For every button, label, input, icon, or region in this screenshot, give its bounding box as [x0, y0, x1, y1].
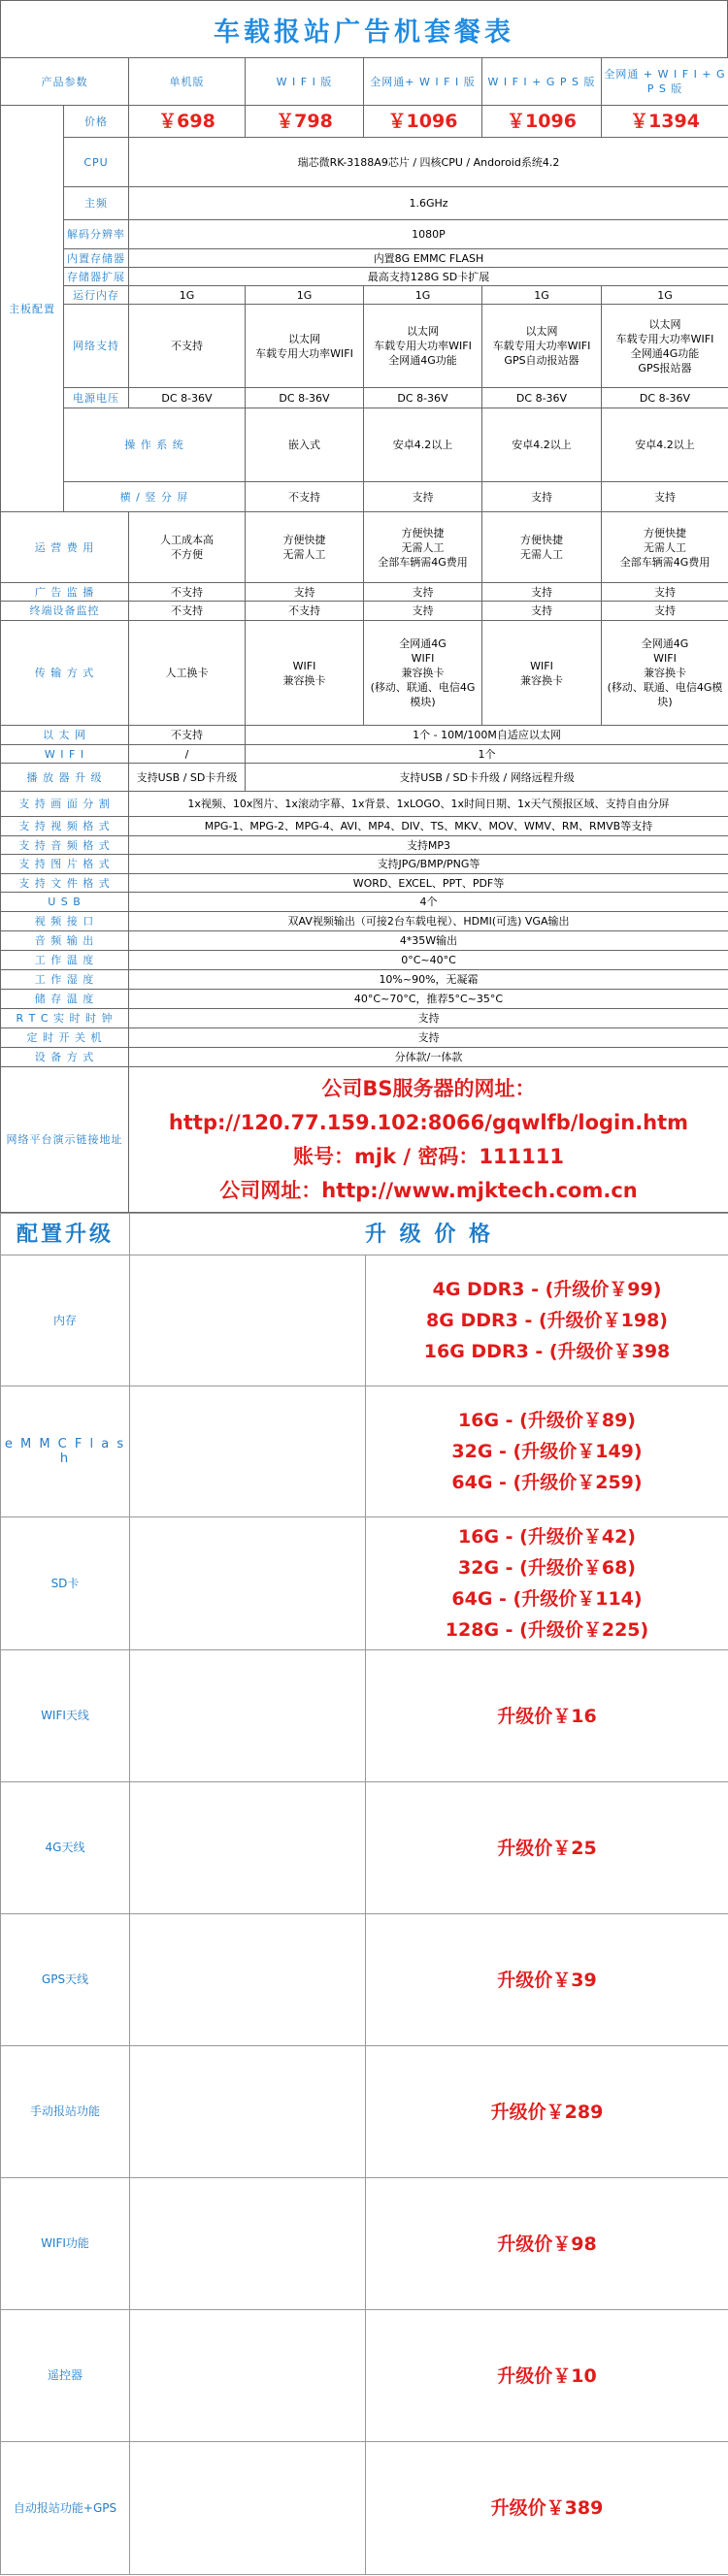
cell-line: 无需人工	[401, 540, 445, 554]
spec-value: 4个	[129, 893, 728, 912]
network-cell	[364, 305, 482, 388]
row-label: 内置存储器	[64, 249, 129, 268]
upgrade-row	[1, 1255, 728, 1386]
ad-monitor-row	[1, 583, 728, 602]
power-cell: DC 8-36V	[246, 388, 364, 408]
cpu-value: 瑞芯微RK-3188A9芯片 / 四核CPU / Andoroid系统4.2	[129, 138, 728, 187]
row-label: 音 频 输 出	[1, 931, 129, 951]
upgrade-price: 升级价￥39	[366, 1914, 728, 2046]
row-label: 视 频 接 口	[1, 912, 129, 931]
transfer-cell	[602, 621, 728, 726]
spec-value: MPG-1、MPG-2、MPG-4、AVI、MP4、DIV、TS、MKV、MOV、WMV、RM、RMVB等支持	[129, 817, 728, 836]
cell-line: 全部车辆需4G费用	[378, 555, 468, 569]
header-4g-wifi: 全网通+ W I F I 版	[364, 58, 482, 106]
expansion-value: 最高支持128G SD卡扩展	[129, 268, 728, 286]
freq-value: 1.6GHz	[129, 187, 728, 220]
cell-line: 全网通4G功能	[388, 354, 457, 367]
power-cell: DC 8-36V	[482, 388, 602, 408]
row-label: 电源电压	[64, 388, 129, 408]
os-row	[1, 408, 728, 482]
resolution-row	[1, 220, 728, 249]
cell-line: 车载专用大功率WIFI	[492, 340, 591, 352]
resolution-value: 1080P	[129, 220, 728, 249]
ad-monitor-cell: 支持	[364, 583, 482, 602]
upgrade-blank	[130, 1914, 366, 2046]
ram-cell: 1G	[246, 286, 364, 305]
transfer-cell	[246, 621, 364, 726]
spec-value: 双AV视频输出（可接2台车载电视）、HDMI(可选) VGA输出	[129, 912, 728, 931]
ad-monitor-cell: 支持	[602, 583, 728, 602]
demo-row	[1, 1067, 728, 1213]
cell-line: 车载专用大功率WIFI	[255, 346, 353, 360]
orientation-cell: 支持	[602, 482, 728, 512]
upgrade-row	[1, 1914, 728, 2046]
row-label: 操 作 系 统	[64, 408, 246, 482]
row-label: 支 持 图 片 格 式	[1, 855, 129, 874]
terminal-monitor-row	[1, 602, 728, 621]
upgrade-method-row	[1, 764, 728, 792]
spec-table	[0, 57, 728, 1213]
upgrade-price: 升级价￥389	[366, 2442, 728, 2575]
cell-line: WIFI	[530, 659, 553, 672]
header-standalone: 单机版	[129, 58, 246, 106]
ops-cost-cell	[246, 512, 364, 583]
cell-line: 兼容换卡	[644, 667, 686, 679]
price-line: 64G - (升级价￥114)	[451, 1588, 643, 1610]
ram-row	[1, 286, 728, 305]
terminal-monitor-cell: 支持	[482, 602, 602, 621]
cell-line: 方便快捷	[401, 526, 445, 539]
row-label: CPU	[64, 138, 129, 187]
upgrade-blank	[130, 2046, 366, 2178]
demo-label: 网络平台演示链接地址	[1, 1067, 129, 1213]
price-line: 64G - (升级价￥259)	[451, 1472, 643, 1493]
spec-value: 10%~90%，无凝霜	[129, 970, 728, 990]
cell-line: WIFI	[292, 659, 316, 672]
ops-cost-cell	[602, 512, 728, 583]
os-cell: 安卓4.2以上	[602, 408, 728, 482]
upgrade-method-cell: 支持USB / SD卡升级 / 网络远程升级	[246, 764, 728, 792]
expansion-row	[1, 268, 728, 286]
cell-line: 兼容换卡	[401, 667, 445, 679]
row-label: 网络支持	[64, 305, 129, 388]
power-row	[1, 388, 728, 408]
ram-cell: 1G	[602, 286, 728, 305]
upgrade-header-row	[1, 1214, 728, 1255]
network-cell	[482, 305, 602, 388]
price-row	[1, 106, 728, 138]
spec-row	[1, 1028, 728, 1048]
price-cell: ￥698	[129, 106, 246, 138]
cell-line: 全网通4G功能	[630, 346, 700, 360]
spec-value: WORD、EXCEL、PPT、PDF等	[129, 874, 728, 893]
row-label: 运行内存	[64, 286, 129, 305]
row-label: 价格	[64, 106, 129, 138]
spec-row	[1, 874, 728, 893]
orientation-cell: 不支持	[246, 482, 364, 512]
row-label: 工 作 湿 度	[1, 970, 129, 990]
spec-value: 0°C~40°C	[129, 951, 728, 970]
price-line: 16G DDR3 - (升级价￥398	[423, 1341, 671, 1362]
price-line: 16G - (升级价￥89)	[458, 1410, 636, 1431]
upgrade-price: 升级价￥98	[366, 2178, 728, 2310]
row-label: 以 太 网	[1, 726, 129, 745]
wifi-cell: 1个	[246, 745, 728, 764]
wifi-row	[1, 745, 728, 764]
ram-cell: 1G	[482, 286, 602, 305]
cpu-row	[1, 138, 728, 187]
cell-line: 不支持	[171, 340, 203, 352]
upgrade-label: 自动报站功能+GPS	[1, 2442, 130, 2575]
cell-line: 方便快捷	[520, 534, 563, 546]
header-wifi: W I F I 版	[246, 58, 364, 106]
row-label: 定 时 开 关 机	[1, 1028, 129, 1048]
cell-line: 兼容换卡	[282, 673, 326, 687]
network-row	[1, 305, 728, 388]
row-label: U S B	[1, 893, 129, 912]
cell-line: 不方便	[171, 548, 203, 561]
demo-links	[129, 1067, 728, 1213]
cell-line: 以太网	[407, 325, 439, 338]
os-cell: 安卓4.2以上	[482, 408, 602, 482]
ethernet-row	[1, 726, 728, 745]
header-param: 产品参数	[1, 58, 129, 106]
upgrade-label: 遥控器	[1, 2310, 130, 2442]
upgrade-row	[1, 2310, 728, 2442]
row-label: 运 营 费 用	[1, 512, 129, 583]
spec-row	[1, 931, 728, 951]
orientation-cell: 支持	[482, 482, 602, 512]
ops-cost-cell	[364, 512, 482, 583]
row-label: 支 持 文 件 格 式	[1, 874, 129, 893]
upgrade-label: WIFI天线	[1, 1650, 130, 1782]
cell-line: 方便快捷	[282, 534, 326, 546]
cell-line: 兼容换卡	[520, 673, 563, 687]
cell-line: 车载专用大功率WIFI	[615, 332, 714, 345]
ad-monitor-cell: 不支持	[129, 583, 246, 602]
upgrade-blank	[130, 2442, 366, 2575]
account-credentials: 账号：mjk / 密码：111111	[292, 1144, 564, 1168]
transfer-cell	[364, 621, 482, 726]
upgrade-row	[1, 1517, 728, 1650]
spec-row	[1, 1048, 728, 1067]
spec-row	[1, 990, 728, 1009]
price-line: 128G - (升级价￥225)	[445, 1619, 649, 1641]
upgrade-row	[1, 1650, 728, 1782]
server-url-heading: 公司BS服务器的网址：	[321, 1076, 536, 1100]
transfer-cell	[129, 621, 246, 726]
upgrade-row	[1, 2442, 728, 2575]
cell-line: (移动、联通、电信4G模块)	[370, 681, 476, 708]
terminal-monitor-cell: 支持	[364, 602, 482, 621]
cell-line: WIFI	[653, 652, 677, 665]
upgrade-label: 内存	[1, 1255, 130, 1386]
spec-row	[1, 1009, 728, 1028]
row-label: 播 放 器 升 级	[1, 764, 129, 792]
row-label: 支 持 音 频 格 式	[1, 836, 129, 855]
row-label: W I F I	[1, 745, 129, 764]
row-label: 横 / 竖 分 屏	[64, 482, 246, 512]
row-label: 储 存 温 度	[1, 990, 129, 1009]
row-label: 支 持 画 面 分 割	[1, 792, 129, 817]
upgrade-blank	[130, 2310, 366, 2442]
company-website-link[interactable]: 公司网址：http://www.mjktech.com.cn	[219, 1178, 638, 1202]
terminal-monitor-cell: 支持	[602, 602, 728, 621]
upgrade-row	[1, 1386, 728, 1517]
upgrade-row	[1, 1782, 728, 1914]
price-cell: ￥1096	[364, 106, 482, 138]
spec-row	[1, 951, 728, 970]
terminal-monitor-cell: 不支持	[246, 602, 364, 621]
row-label: 设 备 方 式	[1, 1048, 129, 1067]
price-line: 8G DDR3 - (升级价￥198)	[426, 1310, 668, 1331]
upgrade-blank	[130, 2178, 366, 2310]
network-cell	[602, 305, 728, 388]
cell-line: WIFI	[411, 652, 435, 665]
storage-value: 内置8G EMMC FLASH	[129, 249, 728, 268]
spec-value: 1x视频、10x图片、1x滚动字幕、1x背景、1xLOGO、1x时间日期、1x天气预报区域、支持自由分屏	[129, 792, 728, 817]
page-title: 车载报站广告机套餐表	[0, 0, 728, 57]
freq-row	[1, 187, 728, 220]
cell-line: 人工换卡	[165, 667, 209, 679]
cell-line: 以太网	[648, 317, 681, 331]
upgrade-blank	[130, 1517, 366, 1650]
cell-line: 以太网	[525, 325, 558, 338]
ops-cost-cell	[482, 512, 602, 583]
row-label: 主频	[64, 187, 129, 220]
spec-value: 4*35W输出	[129, 931, 728, 951]
terminal-monitor-cell: 不支持	[129, 602, 246, 621]
network-cell	[129, 305, 246, 388]
price-cell: ￥1394	[602, 106, 728, 138]
server-url-link[interactable]: http://120.77.159.102:8066/gqwlfb/login.htm	[168, 1110, 689, 1134]
power-cell: DC 8-36V	[364, 388, 482, 408]
spec-row	[1, 970, 728, 990]
upgrade-header-left: 配置升级	[1, 1214, 130, 1255]
cell-line: 无需人工	[644, 540, 686, 554]
upgrade-label: GPS天线	[1, 1914, 130, 2046]
cell-line: 方便快捷	[644, 526, 686, 539]
wifi-cell: /	[129, 745, 246, 764]
cell-line: (移动、联通、电信4G模块)	[607, 681, 723, 708]
orientation-cell: 支持	[364, 482, 482, 512]
ethernet-cell: 不支持	[129, 726, 246, 745]
header-wifi-gps: W I F I + G P S 版	[482, 58, 602, 106]
spec-row	[1, 893, 728, 912]
ethernet-cell: 1个 - 10M/100M自适应以太网	[246, 726, 728, 745]
transfer-cell	[482, 621, 602, 726]
spec-value: 40°C~70°C，推荐5°C~35°C	[129, 990, 728, 1009]
upgrade-blank	[130, 1255, 366, 1386]
upgrade-label: SD卡	[1, 1517, 130, 1650]
cell-line: GPS自动报站器	[504, 354, 579, 367]
upgrade-price: 升级价￥16	[366, 1650, 728, 1782]
cell-line: 全网通4G	[399, 637, 447, 650]
upgrade-price: 升级价￥25	[366, 1782, 728, 1914]
storage-row	[1, 249, 728, 268]
price-line: 32G - (升级价￥68)	[458, 1557, 636, 1579]
ram-cell: 1G	[364, 286, 482, 305]
spec-value: 支持MP3	[129, 836, 728, 855]
header-4g-wifi-gps: 全网通 + W I F I + G P S 版	[602, 58, 728, 106]
row-label: 传 输 方 式	[1, 621, 129, 726]
power-cell: DC 8-36V	[129, 388, 246, 408]
upgrade-row	[1, 2046, 728, 2178]
upgrade-header-right: 升 级 价 格	[130, 1214, 728, 1255]
upgrade-price	[366, 1255, 728, 1386]
spec-value: 支持JPG/BMP/PNG等	[129, 855, 728, 874]
row-label: 解码分辨率	[64, 220, 129, 249]
spec-row	[1, 792, 728, 817]
upgrade-price: 升级价￥289	[366, 2046, 728, 2178]
ops-cost-row	[1, 512, 728, 583]
cell-line: 人工成本高	[160, 534, 214, 546]
power-cell: DC 8-36V	[602, 388, 728, 408]
ops-cost-cell	[129, 512, 246, 583]
spec-value: 支持	[129, 1009, 728, 1028]
row-label: 终端设备监控	[1, 602, 129, 621]
cell-line: 车载专用大功率WIFI	[374, 340, 472, 352]
transfer-row	[1, 621, 728, 726]
upgrade-blank	[130, 1386, 366, 1517]
cell-line: 全部车辆需4G费用	[619, 555, 711, 569]
upgrade-label: 4G天线	[1, 1782, 130, 1914]
upgrade-label: e M M C F l a s h	[1, 1386, 130, 1517]
orientation-row	[1, 482, 728, 512]
upgrade-label: WIFI功能	[1, 2178, 130, 2310]
upgrade-price: 升级价￥10	[366, 2310, 728, 2442]
price-line: 4G DDR3 - (升级价￥99)	[432, 1279, 662, 1300]
row-label: R T C 实 时 时 钟	[1, 1009, 129, 1028]
spec-value: 支持	[129, 1028, 728, 1048]
price-line: 32G - (升级价￥149)	[451, 1441, 643, 1462]
price-line: 16G - (升级价￥42)	[458, 1526, 636, 1548]
spec-value: 分体款/一体款	[129, 1048, 728, 1067]
row-label: 支 持 视 频 格 式	[1, 817, 129, 836]
row-label: 工 作 温 度	[1, 951, 129, 970]
ram-cell: 1G	[129, 286, 246, 305]
cell-line: 无需人工	[282, 548, 326, 561]
upgrade-blank	[130, 1650, 366, 1782]
cell-line: 以太网	[288, 332, 320, 345]
upgrade-method-cell: 支持USB / SD卡升级	[129, 764, 246, 792]
spec-row	[1, 912, 728, 931]
upgrade-row	[1, 2178, 728, 2310]
upgrade-price	[366, 1386, 728, 1517]
ad-monitor-cell: 支持	[246, 583, 364, 602]
cell-line: GPS报站器	[638, 361, 692, 375]
price-cell: ￥1096	[482, 106, 602, 138]
spec-row	[1, 855, 728, 874]
upgrade-table	[0, 1213, 728, 2575]
row-label: 广 告 监 播	[1, 583, 129, 602]
upgrade-price	[366, 1517, 728, 1650]
spec-row	[1, 836, 728, 855]
group-label-mainboard: 主板配置	[1, 106, 64, 512]
spec-row	[1, 817, 728, 836]
header-row	[1, 58, 728, 106]
price-cell: ￥798	[246, 106, 364, 138]
os-cell: 安卓4.2以上	[364, 408, 482, 482]
upgrade-label: 手动报站功能	[1, 2046, 130, 2178]
os-cell: 嵌入式	[246, 408, 364, 482]
cell-line: 无需人工	[520, 548, 563, 561]
row-label: 存储器扩展	[64, 268, 129, 286]
upgrade-blank	[130, 1782, 366, 1914]
cell-line: 全网通4G	[641, 637, 689, 650]
ad-monitor-cell: 支持	[482, 583, 602, 602]
network-cell	[246, 305, 364, 388]
